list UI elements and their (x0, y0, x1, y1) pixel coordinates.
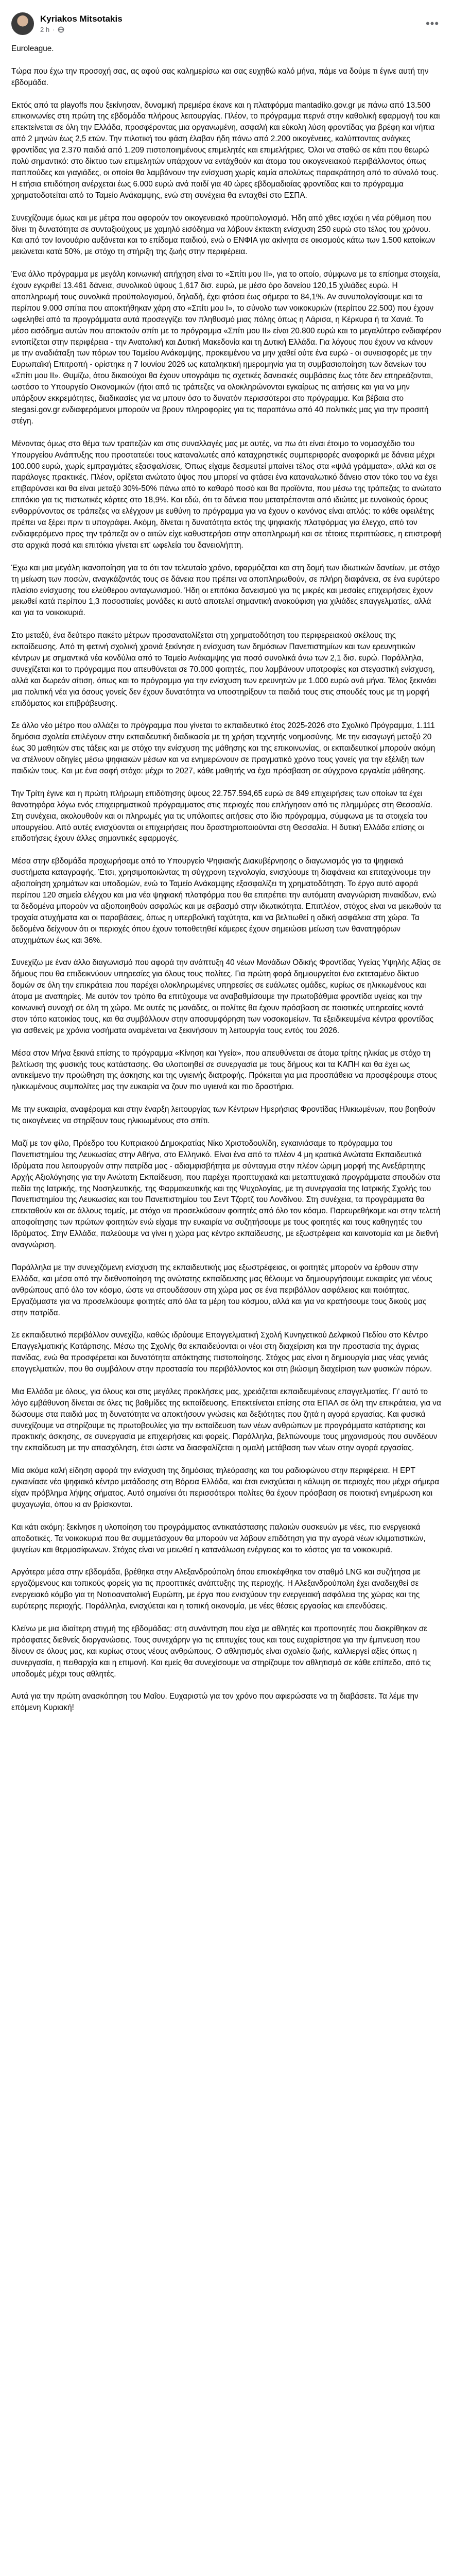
globe-icon (58, 26, 64, 33)
author-name[interactable]: Kyriakos Mitsotakis (40, 14, 123, 24)
author-avatar[interactable] (11, 12, 34, 35)
post-meta (40, 14, 123, 33)
separator-dot: · (53, 26, 55, 33)
post-body: Eurolеague. Τώρα που έχω την προσοχή σας, ας αφού σας καλημερίσω και σας ευχηθώ καλό μήνα, πάμε να δούμε τι έγινε αυτή την εβδομάδα. Εκτός από τα playoffs που ξεκίνησαν, δυναμική πρεμιέρα έκανε και η πλατφόρμα mantadiko.gov.gr με πάνω από 13.500 επικοινωνίες στη πρώτη της εβδομάδα πλήρους λειτουργίας. Πλέον, το πρόγραμμα περνά στην καθολική εφαρμογή του και επεκτείνεται σε όλη την Ελλάδα, προσφέροντας μια οργανωμένη, ασφαλή και εύκολη λύση φροντίδας για βρέφη και νήπια από 2 μηνών έως 2,5 ετών. Την πιλοτική του φάση έλαβαν ήδη πάνω από 2.200 οικογένειες, καλύπτοντας ανάγκες φροντίδας για 2.370 παιδιά από 1.209 πιστοποιημένους επιμελητές και επιμελήτριες. Όλοι να σταθώ σε κάτι που θεωρώ πολύ σημαντικό: στο δίκτυο των επιμελητών υπάρχουν να εντάχθούν και άτομα του οικογενειακού περιβάλλοντος όπως παππούδες και γιαγιάδες, οι οποίοι θα λαμβάνουν την ενίσχυση χωρίς καμία απολύτως παρακράτηση από το σύνολό τους. Η ετήσια επιδότηση ανέρχεται έως 6.000 ευρώ ανά παιδί για 40 ώρες εβδομαδιαίας φροντίδας και το πρόγραμμα χρηματοδοτείται από το Ταμείο Ανάκαμψης, ενώ στη συνέχεια θα ενταχθεί στο ΕΣΠΑ. Συνεχίζουμε όμως και με μέτρα που αφορούν τον οικογενειακό προϋπολογισμό. Ήδη από χθες ισχύει η νέα ρύθμιση που δίνει τη δυνατότητα σε συνταξιούχους με χαμηλό εισόδημα να λάβουν έκτακτη ενίσχυση 250 ευρώ στο τέλος του χρόνου. Και από τον Ιανουάριο αυξάνεται και το επίδομα παιδιού, ενώ ο ΕΝΦΙΑ για ακίνητα σε οικισμούς κάτω των 1.500 κατοίκων μειώνεται κατά 50%, με στόχο τη στήριξη της ζωής στην περιφέρεια. Ένα άλλο πρόγραμμα με μεγάλη κοινωνική απήχηση είναι το «Σπίτι μου ΙΙ», για το οποίο, σύμφωνα με τα επίσημα στοιχεία, έχουν εγκριθεί 13.461 δάνεια, συνολικού ύψους 1,617 δισ. ευρώ, με μέσο όρο δανείου 120,15 χιλιάδες ευρώ. Η αποπληρωμή τους συνολικά προϋπολογισμού, δηλαδή, έχει φτάσει έως σήμερα το 84,1%. Αν συνυπολογίσουμε και τα περίπου 9.000 σπίτια που αποκτήθηκαν χάρη στο «Σπίτι μου Ι», το σύνολο των νοικοκυριών (περίπου 22.500) που έχουν ωφεληθεί από τα προγράμματα αυτά προσεγγίζει τον πληθυσμό μιας πόλης όπως η Λάρισα, η Κέρκυρα ή τα Χανιά. Το μέσο εισόδημα αυτών που αποκτούν σπίτι με το πρόγραμμα «Σπίτι μου ΙΙ» είναι 20.800 ευρώ και το μεγαλύτερο ενδιαφέρον εντοπίζεται στην περιφέρεια - την Ανατολική και Δυτική Μακεδονία και τη Δυτική Ελλάδα. Για λόγους που έχουν να κάνουν με την αναδιάταξη των πόρων του Ταμείου Ανάκαμψης, προκειμένου να μην χαθεί ούτε ένα ευρώ - οι συνεισφορές με την Ευρωπαϊκή Επιτροπή - ορίστηκε η 7 Ιουνίου 2026 ως καταληκτική ημερομηνία για τη συμβασιοποίηση των δανείων του «Σπίτι μου ΙΙ». Θυμίζω, ότου δικαιούχοι θα έχουν υπογράψει τις σχετικές δανειακές συμβάσεις έως τότε δεν επηρεάζονται, ωστόσο το Υπουργείο Οικονομικών (ήτοι από τις τράπεζες να ολοκληρώνονται εγκαίρως τις αιτήσεις και για να μην υπάρξουν εκκρεμότητες, διαδικασίες για να μπουν όσο το δυνατόν περισσότεροι στο πρόγραμμα. Και βέβαια στο stegasi.gov.gr ενδιαφερόμενοι μπορούν να βρουν πληροφορίες για τις παραπάνω από 40 πολιτικές μας για την προσιτή στέγη. Μένοντας όμως στο θέμα των τραπεζών και στις συναλλαγές μας με αυτές, να πω ότι είναι έτοιμο το νομοσχέδιο του Υπουργείου Ανάπτυξης που προστατεύει τους καταναλωτές από καταχρηστικές συμπεριφορές αναφορικά με δάνεια μέχρι 100.000 ευρώ, χωρίς εμπραγμάτες εξασφαλίσεις. Όπως είχαμε δεσμευτεί μπαίνει τέλος στα «ψιλά γράμματα», αλλά και σε παράλογες πρακτικές. Πλέον, ορίζεται ανώτατο ύψος που μπορεί να φτάσει ένα καταναλωτικό δάνειο στον τόκο του να έχει επιβαρύνσει και θα είναι μεταξύ 30%-50% πάνω από το καθαρό ποσό και θα προϊόντα, που μέσω της τράπεζας το ανώτατο επιτόκιο για τις πιστωτικές κάρτες στο 18,9%. Και εδώ, ότι τα δάνεια που μετατρέπονται από ιδιώτες με ευνοϊκούς όρους ενθαρρύνοντας σε τράπεζες να ελέγχουν με ευθύνη το πρόγραμμα για να έχουν ο κανόνας είναι απλός: το κάθε οφειλέτης πρέπει να ξέρει πριν τι υπογράφει. Ακόμη, δίνεται η δυνατότητα εκτός της ψηφιακής πλατφόρμας για έλεγχο, από τον ενδιαφερόμενο προς την τράπεζα αν ο αιτών είχε καθυστερήσει στην αποπληρωμή και σε τέτοιες περιπτώσεις, η επιστροφή στα αρχικά ποσά και επιτόκια γίνεται επ' ωφελεία του δανειολήπτη. Έχω και μια μεγάλη ικανοποίηση για το ότι τον τελευταίο χρόνο, εφαρμόζεται και στη δομή των ιδιωτικών δανείων, με στόχο τη μείωση των ποσών, αναγκάζοντάς τους σε δάνεια που πρέπει να αποπληρωθούν, σε πλήρη διαφάνεια, σε ένα ευρύτερο πλαίσιο ενίσχυσης του ελεύθερου ανταγωνισμού. Ήδη οι επιτόκια δανεισμού για τις μικρές και μεσαίες επιχειρήσεις έχουν μειωθεί κατά περίπου 1,3 ποσοστιαίες μονάδες κι αυτό αποτελεί σημαντική ανακούφιση για χιλιάδες επαγγελματίες, αλλά και για τα νοικοκυριά. Στο μεταξύ, ένα δεύτερο πακέτο μέτρων προσανατολίζεται στη χρηματοδότηση του περιφερειακού σκέλους της εκπαίδευσης. Από τη φετινή σχολική χρονιά ξεκίνησε η ενίσχυση των δημόσιων Πανεπιστημίων και των ερευνητικών κέντρων με σημαντικά νέα κονδύλια από το Ταμείο Ανάκαμψης για ποσό συνολικά άνω των 2,1 δισ. ευρώ. Παράλληλα, συνεχίζεται και το πρόγραμμα που απευθύνεται σε 70.000 φοιτητές, που λαμβάνουν υποτροφίες και στεγαστική ενίσχυση, αλλά και δωρεάν σίτιση, όπως και το πρόγραμμα για την ενίσχυση των ερευνητών με 1.000 ευρώ ανά μήνα. Τέλος ξεκινάει μια πολιτική νέα για όσους γονείς δεν έχουν δυνατότητα να υποστηρίξουν τα παιδιά τους στις σπουδές τους με τη μορφή επιδόματος και επιβράβευσης. Σε άλλο νέο μέτρο που αλλάζει το πρόγραμμα που γίνεται το εκπαιδευτικό έτος 2025-2026 στο Σχολικό Πρόγραμμα, 1.111 δημόσια σχολεία επιλέγουν στην εκπαιδευτική διαδικασία με τη χρήση τεχνητής νοημοσύνης. Με την εισαγωγή μεταξύ 20 έως 30 μαθητών στις τάξεις και με στόχο την ενίσχυση της μάθησης και της επικοινωνίας, οι εκπαιδευτικοί μπορούν ακόμη να στέλνουν οδηγίες μέσω ψηφιακών μέσων και να ενημερώνουν σε πραγματικό χρόνο τους γονείς για την εξέλιξη των παιδιών τους. Και με ένα σαφή στόχο: μέχρι το 2027, κάθε μαθητής να έχει πρόσβαση σε σύγχρονα εργαλεία μάθησης. Την Τρίτη έγινε και η πρώτη πλήρωμη επιδότησης ύψους 22.757.594,65 ευρώ σε 849 επιχειρήσεις των οποίων τα έχει θανατηφόρα λόγω ενός επιχειρηματικού πρόγραμματος στις περιοχές που επλήγησαν από τις πλημμύρες στη Θεσσαλία. Στη συνέχεια, ακολουθούν και οι πληρωμές για τις υπόλοιπες αιτήσεις στο ίδιο πρόγραμμα, σύμφωνα με τα στοιχεία του υπουργείου. Από αυτές ενισχύονται οι επιχειρήσεις που δραστηριοποιούνται στη Θεσσαλία. Η δυτική Ελλάδα επίσης οι επιδοτήσεις έχουν άλλες σημαντικές εφαρμογές. Μέσα στην εβδομάδα προχωρήσαμε από το Υπουργείο Ψηφιακής Διακυβέρνησης ο διαγωνισμός για τα ψηφιακά συστήματα καταγραφής. Έτσι, χρησιμοποιώντας τη σύγχρονη τεχνολογία, ενισχύουμε τη διαφάνεια και επιταχύνουμε την αξιοποίηση χρημάτων και υποδομών, ενώ το Ταμείο Ανάκαμψης εξασφαλίζει τη χρηματοδότηση. Το έργο αυτό αφορά περίπου 120 σημεία ελέγχου και μια νέα ψηφιακή πλατφόρμα που θα επιτρέπει την αυτόματη αναγνώριση πινακίδων, ενώ τα δεδομένα μπορούν να αξιοποιηθούν ασφαλώς και με σεβασμό στην ιδιωτικότητα. Επιπλέον, στόχος είναι να μειωθούν τα τροχαία ατυχήματα και οι παραβάσεις, όπως η υπερβολική ταχύτητα, και να βελτιωθεί η οδική ασφάλεια στη χώρα. Τα δεδομένα δείχνουν ότι οι περιοχές όπου έχουν τοποθετηθεί κάμερες έχουν σημειώσει μείωση των θανατηφόρων ατυχημάτων έως και 36%. Συνεχίζω με έναν άλλο διαγωνισμό που αφορά την ανάπτυξη 40 νέων Μονάδων Οδικής Φροντίδας Υγείας Υψηλής Αξίας σε δήμους που θα επιδεικνύουν υπηρεσίες για όλους τους πολίτες. Για πρώτη φορά δημιουργείται ένα εκτεταμένο δίκτυο δομών σε όλη την επικράτεια που παρέχει ολοκληρωμένες υπηρεσίες σε ευάλωτες ομάδες, κυρίως σε ηλικιωμένους και άτομα με αναπηρίες. Με αυτόν τον τρόπο θα επιτύχουμε να αναβαθμίσουμε την πρωτοβάθμια φροντίδα υγείας και την κοινωνική συνοχή σε όλη τη χώρα. Με αυτές τις μονάδες, οι πολίτες θα έχουν πρόσβαση σε ποιοτικές υπηρεσίες κοντά στον τόπο κατοικίας τους, και θα συμβάλλουν στην αποσυμφόρηση των νοσοκομείων. Τα εξειδικευμένα κέντρα φροντίδας για ασθενείς με χρόνια νοσήματα αναμένεται να ξεκινήσουν τη λειτουργία τους εντός του 2026. Μέσα στον Μήνα ξεκινά επίσης το πρόγραμμα «Κίνηση και Υγεία», που απευθύνεται σε άτομα τρίτης ηλικίας με στόχο τη βελτίωση της φυσικής τους κατάστασης. Θα υλοποιηθεί σε συνεργασία με τους δήμους και τα ΚΑΠΗ και θα έχει ως αντικείμενο την προώθηση της άσκησης και της υγιεινής διατροφής. Πρόκειται για μια προσπάθεια να προσφέρουμε στους ηλικιωμένους συμπολίτες μας την ευκαιρία να ζουν πιο υγιεινά και πιο δραστήρια. Με την ευκαιρία, αναφέρομαι και στην έναρξη λειτουργίας των Κέντρων Ημερήσιας Φροντίδας Ηλικιωμένων, που βοηθούν τις οικογένειες να στηρίξουν τους ηλικιωμένους στο σπίτι. Μαζί με τον φίλο, Πρόεδρο του Κυπριακού Δημοκρατίας Νίκο Χριστοδουλίδη, εγκαινιάσαμε το πρόγραμμα του Πανεπιστημίου της Λευκωσίας στην Αθήνα, στο Ελληνικό. Είναι ένα από τα πλέον 4 μη κρατικά Ανώτατα Εκπαιδευτικά Ιδρύματα που λειτουργούν στην πατρίδα μας - αδιαμφισβήτητα με σύνταγμα στην πλέον ώριμη μορφή της Ανεξάρτητης Αρχής Αξιολόγησης για την Ανώτατη Εκπαίδευση, που παρέχει προπτυχιακά και μεταπτυχιακά προγράμματα σπουδών στα πεδία της Ιατρικής, της Νοσηλευτικής, της Φαρμακευτικής και της Ψυχολογίας, με τη συνεργασία της Ιατρικής Σχολής του Πανεπιστημίου της Λευκωσίας και του Πανεπιστημίου του Σεντ Τζορτζ του Λονδίνου. Στη συνέχεια, τα προγράμματα θα επεκταθούν και σε άλλους τομείς, με στόχο να προσελκύσουν φοιτητές από όλο τον κόσμο. Παρευρεθήκαμε και στην τελετή αποφοίτησης των πρώτων φοιτητών ενώ είχαμε την ευκαιρία να συζητήσουμε με τους φοιτητές και τους καθηγητές του Ιδρύματος. Στην Ελλάδα, παλεύουμε να γίνει η χώρα μας κέντρο εκπαίδευσης, με εξωστρέφεια και καινοτομία και με διεθνή αναγνώριση. Παράλληλα με την συνεχιζόμενη ενίσχυση της εκπαιδευτικής μας εξωστρέφειας, οι φοιτητές μπορούν να έρθουν στην Ελλάδα, και μέσα από την διεθνοποίηση της ανώτατης εκπαίδευσης μας θέλουμε να δημιουργήσουμε ευκαιρίες για νέους ανθρώπους από όλο τον κόσμο, ώστε να σπουδάσουν στη χώρα μας σε ένα περιβάλλον ασφάλειας και ποιότητας. Εργαζόμαστε για να προσελκύουμε φοιτητές από όλα τα μέρη του κόσμου, αλλά και για να κρατήσουμε τους δικούς μας στην πατρίδα. Σε εκπαιδευτικό περιβάλλον συνεχίζω, καθώς ιδρύουμε Επαγγελματική Σχολή Κυνηγετικού Δελφικού Πεδίου στο Κέντρο Επαγγελματικής Κατάρτισης. Μέσω της Σχολής θα εκπαιδεύονται οι νέοι στη διαχείριση και την προστασία της άγριας πανίδας, ενώ θα προσφέρεται και δυνατότητα απόκτησης πιστοποίησης. Στόχος μας είναι η δημιουργία μιας νέας γενιάς επαγγελματιών, που θα συμβάλουν στην προστασία του περιβάλλοντος και στη βιώσιμη διαχείριση των φυσικών πόρων. Μια Ελλάδα με όλους, για όλους και στις μεγάλες προκλήσεις μας, χρειάζεται εκπαιδευμένους επαγγελματίες. Γι' αυτό το λόγο εμβάθυνση δίνεται σε όλες τις βαθμίδες της εκπαίδευσης. Επεκτείνεται επίσης στα ΕΠΑΛ σε όλη την επικράτεια, για να δώσουμε στα παιδιά μας τη δυνατότητα να αποκτήσουν γνώσεις και δεξιότητες που ζητά η αγορά εργασίας. Και φυσικά συνεχίζουμε να στηρίζουμε τις πρωτοβουλίες για την εκπαίδευση των νέων ανθρώπων με προγράμματα κατάρτισης και πρακτικής άσκησης, σε συνεργασία με επιχειρήσεις και φορείς. Παράλληλα, βελτιώνουμε τους μηχανισμούς που συνδέουν την εκπαίδευση με την απασχόληση, έτσι ώστε να διασφαλίζεται η ομαλή μετάβαση των νέων στην αγορά εργασίας. Μία ακόμα καλή είδηση αφορά την ενίσχυση της δημόσιας τηλεόρασης και του ραδιοφώνου στην περιφέρεια. Η ΕΡΤ εγκαινίασε νέο ψηφιακό κέντρο μετάδοσης στη Βόρεια Ελλάδα, και έτσι ενισχύεται η κάλυψη σε περιοχές που μέχρι σήμερα είχαν πρόβλημα λήψης σήματος. Αυτό σημαίνει ότι περισσότεροι πολίτες θα έχουν πρόσβαση σε ποιοτική ενημέρωση και ψυχαγωγία, όπου κι αν βρίσκονται. Και κάτι ακόμη: ξεκίνησε η υλοποίηση του προγράμματος αντικατάστασης παλαιών συσκευών με νέες, πιο ενεργειακά αποδοτικές. Τα νοικοκυριά που θα συμμετάσχουν θα μπορούν να λάβουν επιδότηση για την αγορά νέων κλιματιστικών, ψυγείων και θερμοσίφωνων. Στόχος είναι να μειωθεί η κατανάλωση ενέργειας και το κόστος για τα νοικοκυριά. Αργότερα μέσα στην εβδομάδα, βρέθηκα στην Αλεξανδρούπολη όπου επισκέφθηκα τον σταθμό LNG και συζήτησα με εργαζόμενους και τοπικούς φορείς για τις προοπτικές ανάπτυξης της περιοχής. Η Αλεξανδρούπολη έχει αναδειχθεί σε ενεργειακό κόμβο για τη Νοτιοανατολική Ευρώπη, με έργα που ενισχύουν την ενεργειακή ασφάλεια της χώρας και της ευρύτερης περιοχής. Παράλληλα, ενισχύεται και η τοπική οικονομία, με νέες θέσεις εργασίας και επενδύσεις. Κλείνω με μια ιδιαίτερη στιγμή της εβδομάδας: στη συνάντηση που είχα με αθλητές και προπονητές που διακρίθηκαν σε πρόσφατες διεθνείς διοργανώσεις. Τους συνεχάρην για τις επιτυχίες τους και τους ευχαρίστησα για την έμπνευση που δίνουν σε όλους μας, και κυρίως στους νέους ανθρώπους. Ο αθλητισμός είναι σχολείο ζωής, καλλιεργεί αξίες όπως η συνεργασία, η πειθαρχία και η επιμονή. Και εμείς θα συνεχίσουμε να στηρίζουμε τον αθλητισμό σε κάθε επίπεδο, από τις υποδομές μέχρι τους αθλητές. Αυτά για την πρώτη ανασκόπηση του Μαΐου. Ευχαριστώ για τον χρόνο που αφιερώσατε να τη διαβάσετε. Τα λέμε την επόμενη Κυριακή! (11, 44, 442, 1713)
more-icon: ••• (425, 17, 440, 30)
post-header (11, 9, 442, 38)
post-subline (40, 26, 123, 33)
more-options-button[interactable] (423, 14, 442, 33)
post-timestamp[interactable]: 2 h (40, 26, 50, 33)
